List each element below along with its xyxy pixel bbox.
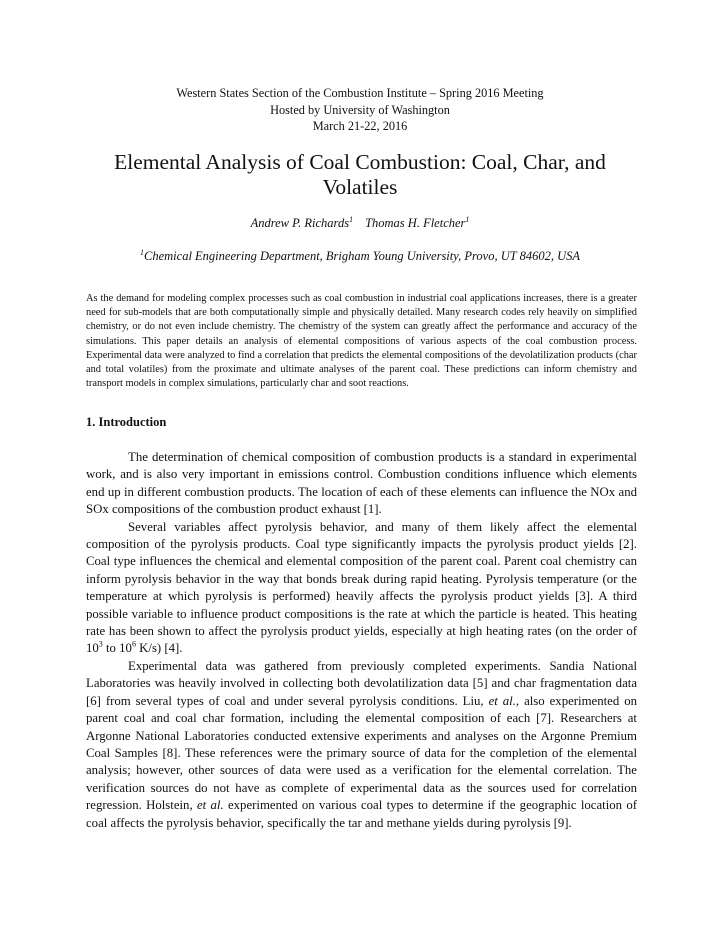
abstract: As the demand for modeling complex processes such as coal combustion in industrial coal applications increases, there is a greater need for sub-models that are both computationally simple and physically detailed. Many research codes rely heavily on simplified chemistry, or do not even include chemistry. The chemistry of the system can greatly affect the performance and accuracy of the simulations. This paper details an analysis of elemental compositions of various aspects of the coal combustion process. Experimental data were analyzed to find a correlation that predicts the elemental compositions of the devolatilization products (char and total volatiles) from the proximate and ultimate analyses of the parent coal. These predictions can inform chemistry and transport models in complex simulations, particularly char and soot reactions. (86, 293, 637, 390)
affiliation-mark: 1 (140, 247, 145, 257)
author-affiliation-mark: 1 (465, 214, 470, 224)
conference-date: March 21-22, 2016 (312, 119, 408, 133)
conference-name: Western States Section of the Combustion Institute – Spring 2016 Meeting (176, 86, 544, 100)
paragraph: The determination of chemical composition of combustion products is a standard in experimental work, and is also very important in emissions control. Combustion conditions influence which elements end up in different combustion products. The location of each of these elements can influence the NOx and SOx compositions of the combustion product exhaust [1]. (86, 450, 637, 517)
author-affiliation-mark: 1 (349, 214, 354, 224)
paragraph: Several variables affect pyrolysis behavior, and many of them likely affect the elemental composition of the pyrolysis products. Coal type significantly impacts the pyrolysis product yields [2]. Coal type influences the chemical and elemental composition of the parent coal. Parent coal chemistry can inform pyrolysis behavior in the way that bonds break during rapid heating. Pyrolysis temperature (or the temperature at which pyrolysis is performed) heavily affects the pyrolysis product yields [3]. A third possible variable to influence product compositions is the rate at which the particle is heated. This heating rate has been shown to affect the pyrolysis product yields, especially at high heating rates (on the order of $10^3$ to $10^6$ K/s) [4]. (86, 519, 637, 656)
paper-title-line-1: Elemental Analysis of Coal Combustion: Coal, Char, and (114, 150, 606, 174)
author-name: Thomas H. Fletcher (365, 216, 466, 230)
conference-header (0, 85, 720, 135)
section-heading: 1. Introduction (86, 415, 167, 429)
paper-title-line-2: Volatiles (322, 175, 398, 199)
affiliation-text: Chemical Engineering Department, Brigham Young University, Provo, UT 84602, USA (144, 249, 580, 263)
author-name: Andrew P. Richards (250, 216, 350, 230)
paragraph: Experimental data was gathered from previously completed experiments. Sandia National Laboratories was heavily involved in collecting both devolatilization data [5] and char fragmentation data [6] from several types of coal and under several pyrolysis conditions. Liu, et al., also experimented on parent coal and coal char formation, including the elemental composition of each [7]. Researchers at Argonne National Laboratories conducted extensive experiments and analyses on the Argonne Premium Coal Samples [8]. These references were the primary source of data for the completion of the elemental analysis; however, other sources of data were used as a verification for the elemental correlation. The verification sources do not have as complete of experimental data as the sources used for correlation regression. Holstein, et al. experimented on various coal types to determine if the geographic location of coal affects the pyrolysis behavior, specifically the tar and methane yields during pyrolysis [9]. (86, 658, 638, 830)
paper-title (60, 150, 660, 200)
affiliation (0, 249, 720, 264)
body-text (86, 449, 637, 832)
author-list (0, 216, 720, 231)
conference-host: Hosted by University of Washington (270, 102, 450, 117)
